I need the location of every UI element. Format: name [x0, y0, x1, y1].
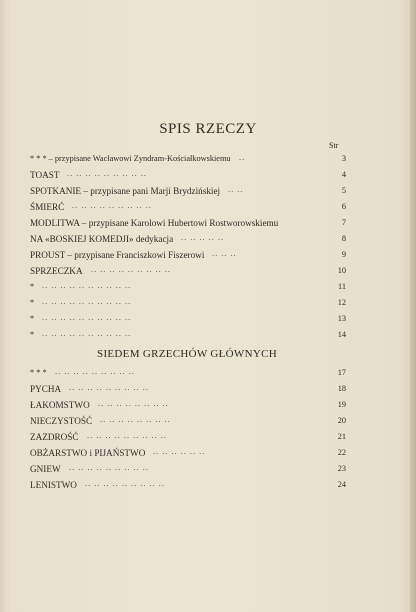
- toc-leader-dots: .. .. .. .. .. .. .. .. ..: [55, 367, 135, 376]
- toc-page-number: 7: [341, 218, 346, 227]
- toc-entry: [30, 432, 346, 446]
- toc-entry-title: *: [30, 314, 35, 323]
- toc-page-number: 12: [337, 298, 346, 307]
- toc-entry: [30, 464, 346, 478]
- toc-page-number: 22: [337, 448, 346, 457]
- toc-entry-title: * * *: [30, 368, 47, 377]
- toc-entry-title: NIECZYSTOŚĆ: [30, 416, 93, 426]
- toc-leader-dots: .. .. .. .. .. .. .. ..: [98, 399, 169, 408]
- toc-leader-dots: .. .. .. .. .. .. .. .. .. ..: [42, 297, 132, 306]
- toc-entry: [30, 368, 346, 382]
- toc-page-number: 11: [338, 282, 346, 291]
- toc-leader-dots: .. .. .. .. .. .. .. .. ..: [85, 479, 165, 488]
- toc-leader-dots: .. .. .. .. .. .. .. .. ..: [72, 201, 152, 210]
- toc-entry: [30, 266, 346, 280]
- toc-page-number: 17: [337, 368, 346, 377]
- page-edge: [410, 0, 416, 612]
- toc-leader-dots: .. .. .. .. ..: [181, 233, 225, 242]
- toc-page-number: 18: [337, 384, 346, 393]
- toc-entry: [30, 250, 346, 264]
- toc-leader-dots: .. .. ..: [212, 249, 237, 258]
- toc-page-number: 20: [337, 416, 346, 425]
- toc-page-number: 19: [337, 400, 346, 409]
- toc-entry-title: MODLITWA – przypisane Karolowi Hubertowi Rostworowskiemu: [30, 218, 279, 228]
- toc-leader-dots: .. .. .. .. .. .. .. .. ..: [67, 169, 147, 178]
- toc-page-number: 4: [341, 170, 346, 179]
- toc-entry-title: OBŻARSTWO i PIJAŃSTWO: [30, 448, 146, 458]
- toc-entry-title: LENISTWO: [30, 480, 77, 490]
- toc-entry: [30, 400, 346, 414]
- toc-entry: [30, 314, 346, 328]
- toc-leader-dots: .. .. .. .. .. .. .. .. ..: [87, 431, 167, 440]
- page-column-header: Str: [329, 141, 339, 150]
- toc-entry: [30, 282, 346, 296]
- toc-leader-dots: .. .. .. .. .. .. .. .. ..: [69, 383, 149, 392]
- toc-entry-title: PYCHA: [30, 384, 62, 394]
- toc-leader-dots: .. .. .. .. .. .. .. .. .. ..: [42, 281, 132, 290]
- toc-entry: [30, 298, 346, 312]
- toc-entry: [30, 384, 346, 398]
- toc-entry-title: PROUST – przypisane Franciszkowi Fiszerowi: [30, 250, 205, 260]
- toc-leader-dots: .. .. .. .. .. .. .. .. .. ..: [42, 313, 132, 322]
- toc-page-number: 24: [337, 480, 346, 489]
- toc-entry-title: *: [30, 330, 35, 339]
- toc-entry-title: SPRZECZKA: [30, 266, 83, 276]
- toc-entry-title: *: [30, 282, 35, 291]
- toc-page-number: 8: [341, 234, 346, 243]
- toc-leader-dots: .. .. .. .. .. .. .. .. ..: [69, 463, 149, 472]
- toc-leader-dots: .. .. .. .. .. .. .. .. ..: [91, 265, 171, 274]
- toc-leader-dots: ..: [239, 153, 246, 162]
- page-title: SPIS RZECZY: [159, 121, 257, 137]
- toc-entry: [30, 416, 346, 430]
- toc-page-number: 3: [341, 154, 346, 163]
- toc-entry: [30, 330, 346, 344]
- toc-leader-dots: .. .. .. .. .. .. .. .. .. ..: [42, 329, 132, 338]
- toc-entry: [30, 186, 346, 200]
- toc-leader-dots: .. .. .. .. .. .. .. ..: [100, 415, 171, 424]
- toc-entry-title: TOAST: [30, 170, 60, 180]
- toc-leader-dots: .. .. .. .. .. ..: [153, 447, 206, 456]
- toc-page-number: 9: [341, 250, 346, 259]
- toc-page-number: 10: [337, 266, 346, 275]
- toc-entry: [30, 218, 346, 232]
- toc-entry-title: GNIEW: [30, 464, 61, 474]
- toc-leader-dots: .. ..: [228, 185, 244, 194]
- toc-entry: [30, 480, 346, 494]
- toc-entry: [30, 170, 346, 184]
- toc-page-number: 14: [337, 330, 346, 339]
- toc-page-number: 23: [337, 464, 346, 473]
- toc-entry-title: ZAZDROŚĆ: [30, 432, 79, 442]
- toc-entry-title: ŁAKOMSTWO: [30, 400, 90, 410]
- toc-page-number: 5: [341, 186, 346, 195]
- toc-page-number: 21: [337, 432, 346, 441]
- toc-entry: [30, 154, 346, 168]
- toc-entry: [30, 202, 346, 216]
- toc-entry-title: ŚMIERĆ: [30, 202, 65, 212]
- toc-entry-title: SPOTKANIE – przypisane pani Marji Brydzińskiej: [30, 186, 221, 196]
- toc-entry-title: *: [30, 298, 35, 307]
- toc-entry-title: NA «BOSKIEJ KOMEDJI» dedykacja: [30, 234, 174, 244]
- toc-entry: [30, 234, 346, 248]
- toc-entry: [30, 448, 346, 462]
- toc-page-number: 6: [341, 202, 346, 211]
- toc-page-number: 13: [337, 314, 346, 323]
- section-title: SIEDEM GRZECHÓW GŁÓWNYCH: [97, 348, 277, 360]
- toc-entry-title: * * * – przypisane Wacławowi Zyndram-Kościałkowskiemu: [30, 154, 231, 163]
